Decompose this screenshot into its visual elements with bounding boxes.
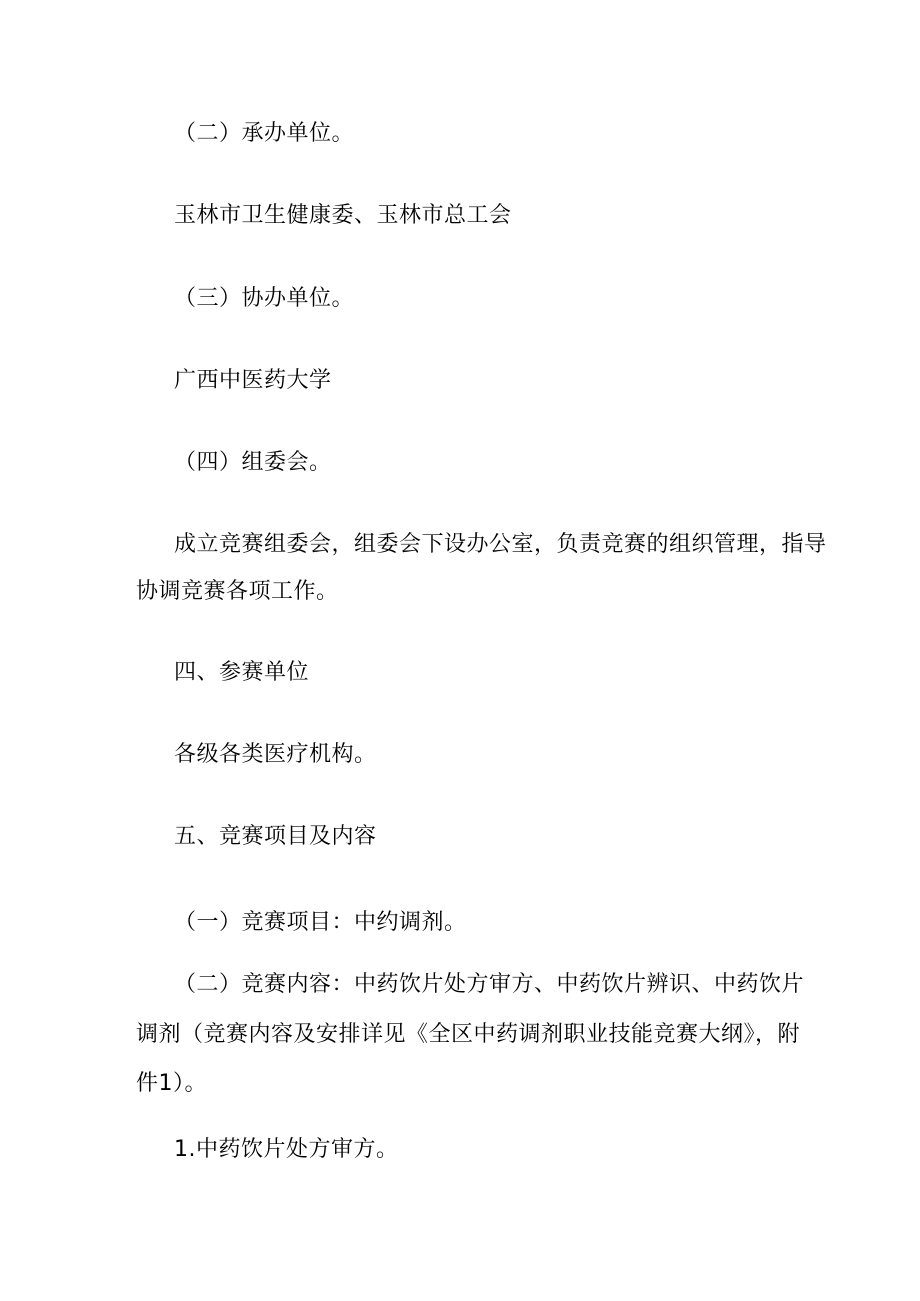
- section-heading-organizer: （二）承办单位。: [174, 121, 355, 146]
- co-organizer-unit-text: 广西中医药大学: [174, 368, 332, 393]
- section-heading-events: 五、竞赛项目及内容: [174, 824, 377, 849]
- committee-paragraph-line-1: 成立竞赛组委会，组委会下设办公室，负责竞赛的组织管理，指导: [174, 532, 827, 557]
- events-item-content-line-1: （二）竞赛内容：中药饮片处方审方、中药饮片辨识、中药饮片: [174, 972, 805, 997]
- committee-paragraph-line-2: 协调竞赛各项工作。: [136, 579, 339, 604]
- events-item-content-line-3: 件1）。: [136, 1071, 207, 1096]
- participants-text: 各级各类医疗机构。: [174, 742, 377, 767]
- section-heading-committee: （四）组委会。: [174, 450, 332, 475]
- events-item-content-line-2: 调剂（竞赛内容及安排详见《全区中药调剂职业技能竞赛大纲》，附: [136, 1022, 801, 1047]
- section-heading-participants: 四、参赛单位: [174, 660, 310, 685]
- section-heading-co-organizer: （三）协办单位。: [174, 286, 355, 311]
- subsection-heading-prescription: 1.中药饮片处方审方。: [174, 1137, 399, 1162]
- events-item-project: （一）竞赛项目：中约调剂。: [174, 910, 467, 935]
- organizer-units-text: 玉林市卫生健康委、玉林市总工会: [174, 203, 512, 228]
